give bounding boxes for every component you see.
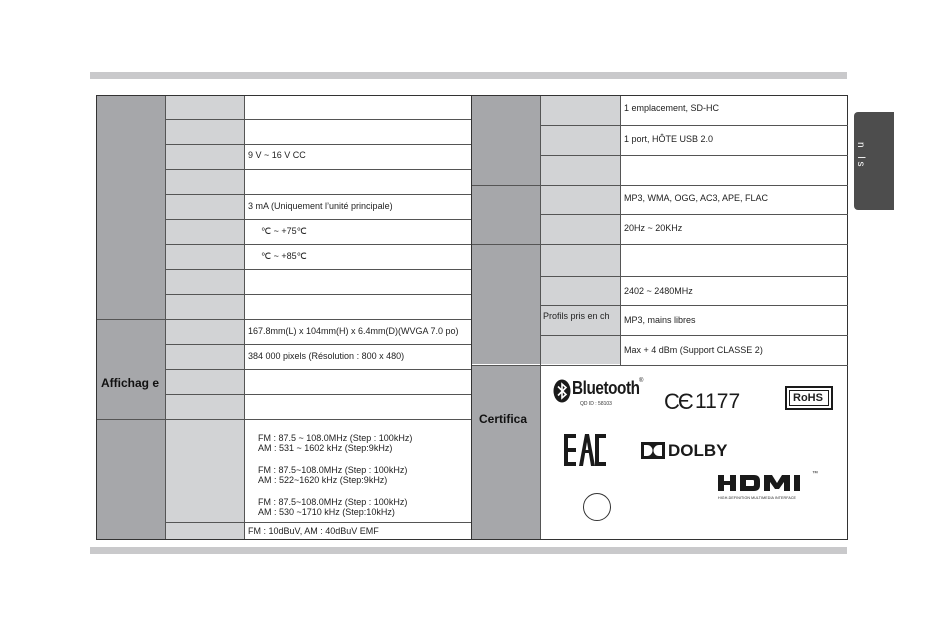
left-row-divider: [166, 144, 472, 145]
right-column-divider: [620, 96, 621, 365]
right-group-certification: [472, 365, 540, 539]
rohs-label: RoHS: [793, 392, 823, 404]
ce-notified-body-number: 1177: [695, 390, 741, 413]
left-row-divider: [166, 522, 472, 523]
right-value-row-1: 1 emplacement, SD-HC: [624, 103, 720, 113]
left-row-divider: [166, 419, 472, 420]
hdmi-trademark: ™: [812, 471, 818, 477]
right-value-row-9: Max + 4 dBm (Support CLASSE 2): [624, 345, 763, 355]
left-value-row-3: 9 V ~ 16 V CC: [248, 150, 306, 160]
bluetooth-qdid: QD ID : 58103: [580, 401, 612, 407]
tuner-frequency-list: [258, 433, 412, 517]
left-row-divider: [166, 319, 472, 320]
right-row-divider: [541, 305, 848, 306]
left-row-divider: [166, 344, 472, 345]
left-group-power: [97, 96, 165, 319]
right-value-row-7: 2402 ~ 2480MHz: [624, 286, 693, 296]
left-value-row-6: ℃ ~ +75℃: [261, 226, 307, 236]
tuner-line: FM : 87.5~108.0MHz (Step : 100kHz): [258, 465, 408, 475]
ce-mark: [664, 390, 754, 416]
group-label-affichage: Affichag e: [101, 376, 160, 390]
left-value-row-5: 3 mA (Uniquement l’unité principale): [248, 201, 393, 211]
right-sublabel-column: [541, 96, 620, 364]
right-value-row-2: 1 port, HÔTE USB 2.0: [624, 134, 714, 144]
tuner-line: FM : 87.5 ~ 108.0MHz (Step : 100kHz): [258, 433, 413, 443]
right-group-bluetooth: [472, 245, 540, 364]
right-row-divider: [541, 214, 848, 215]
top-rule: [90, 72, 847, 79]
right-label-profiles: Profils pris en ch: [543, 311, 610, 321]
left-group-tuner: [97, 420, 165, 539]
bluetooth-logo: [553, 378, 649, 412]
left-value-row-10: 167.8mm(L) x 104mm(H) x 6.4mm(D)(WVGA 7.0 po): [248, 326, 459, 336]
hdmi-wordmark-icon: [716, 473, 816, 493]
left-value-row-11: 384 000 pixels (Résolution : 800 x 480): [248, 351, 405, 361]
rohs-logo: [785, 386, 833, 410]
right-row-divider: [541, 244, 848, 245]
left-row-divider: [166, 244, 472, 245]
tuner-line: AM : 531 ~ 1602 kHz (Step:9kHz): [258, 443, 393, 453]
left-row-divider: [166, 294, 472, 295]
right-row-divider: [541, 276, 848, 277]
left-row-divider: [166, 119, 472, 120]
tuner-sensitivity: FM : 10dBuV, AM : 40dBuV EMF: [248, 526, 379, 536]
hdmi-subtitle: HIGH-DEFINITION MULTIMEDIA INTERFACE: [718, 496, 797, 500]
left-row-divider: [166, 269, 472, 270]
right-row-divider: [541, 335, 848, 336]
dolby-double-d-icon: [641, 442, 665, 459]
right-value-row-5: 20Hz ~ 20KHz: [624, 223, 683, 233]
eac-symbol-icon: [563, 433, 607, 467]
left-group-divider: [97, 419, 166, 420]
right-column-divider: [540, 96, 541, 539]
right-group-divider: [472, 365, 541, 366]
bluetooth-registered-mark: ®: [639, 378, 644, 384]
right-group-storage: [472, 96, 540, 185]
eac-mark: [563, 433, 607, 467]
left-group-display: [97, 320, 165, 419]
language-side-tab: [854, 112, 894, 210]
dolby-logo: [641, 442, 733, 460]
bottom-rule: [90, 547, 847, 554]
bluetooth-rune-icon: [553, 379, 571, 403]
hdmi-logo: [716, 473, 822, 505]
right-group-divider: [472, 185, 541, 186]
left-row-divider: [166, 169, 472, 170]
left-row-divider: [166, 219, 472, 220]
dolby-wordmark: DOLBY: [668, 441, 728, 460]
group-label-certification: Certifica: [479, 412, 528, 426]
right-value-row-8: MP3, mains libres: [624, 315, 696, 325]
left-row-divider: [166, 369, 472, 370]
tuner-line: AM : 522~1620 kHz (Step:9kHz): [258, 475, 388, 485]
left-sublabel-column: [166, 96, 244, 539]
right-group-audio: [472, 186, 540, 244]
right-group-divider: [472, 244, 541, 245]
left-group-divider: [97, 319, 166, 320]
tuner-line: FM : 87.5~108.0MHz (Step : 100kHz): [258, 497, 408, 507]
right-row-divider: [541, 125, 848, 126]
left-row-divider: [166, 194, 472, 195]
right-value-row-4: MP3, WMA, OGG, AC3, APE, FLAC: [624, 193, 769, 203]
left-row-divider: [166, 394, 472, 395]
side-tab-label: n ls: [855, 142, 866, 170]
ce-symbol: CЄ: [664, 389, 692, 414]
tuner-line: AM : 530 ~1710 kHz (Step:10kHz): [258, 507, 395, 517]
right-row-divider: [541, 365, 848, 366]
bluetooth-wordmark: Bluetooth: [572, 378, 640, 398]
right-row-divider: [541, 185, 848, 186]
circle-mark-icon: [583, 493, 611, 521]
left-column-divider: [244, 96, 245, 539]
left-column-divider: [165, 96, 166, 539]
left-value-row-7: ℃ ~ +85℃: [261, 251, 307, 261]
right-row-divider: [541, 155, 848, 156]
